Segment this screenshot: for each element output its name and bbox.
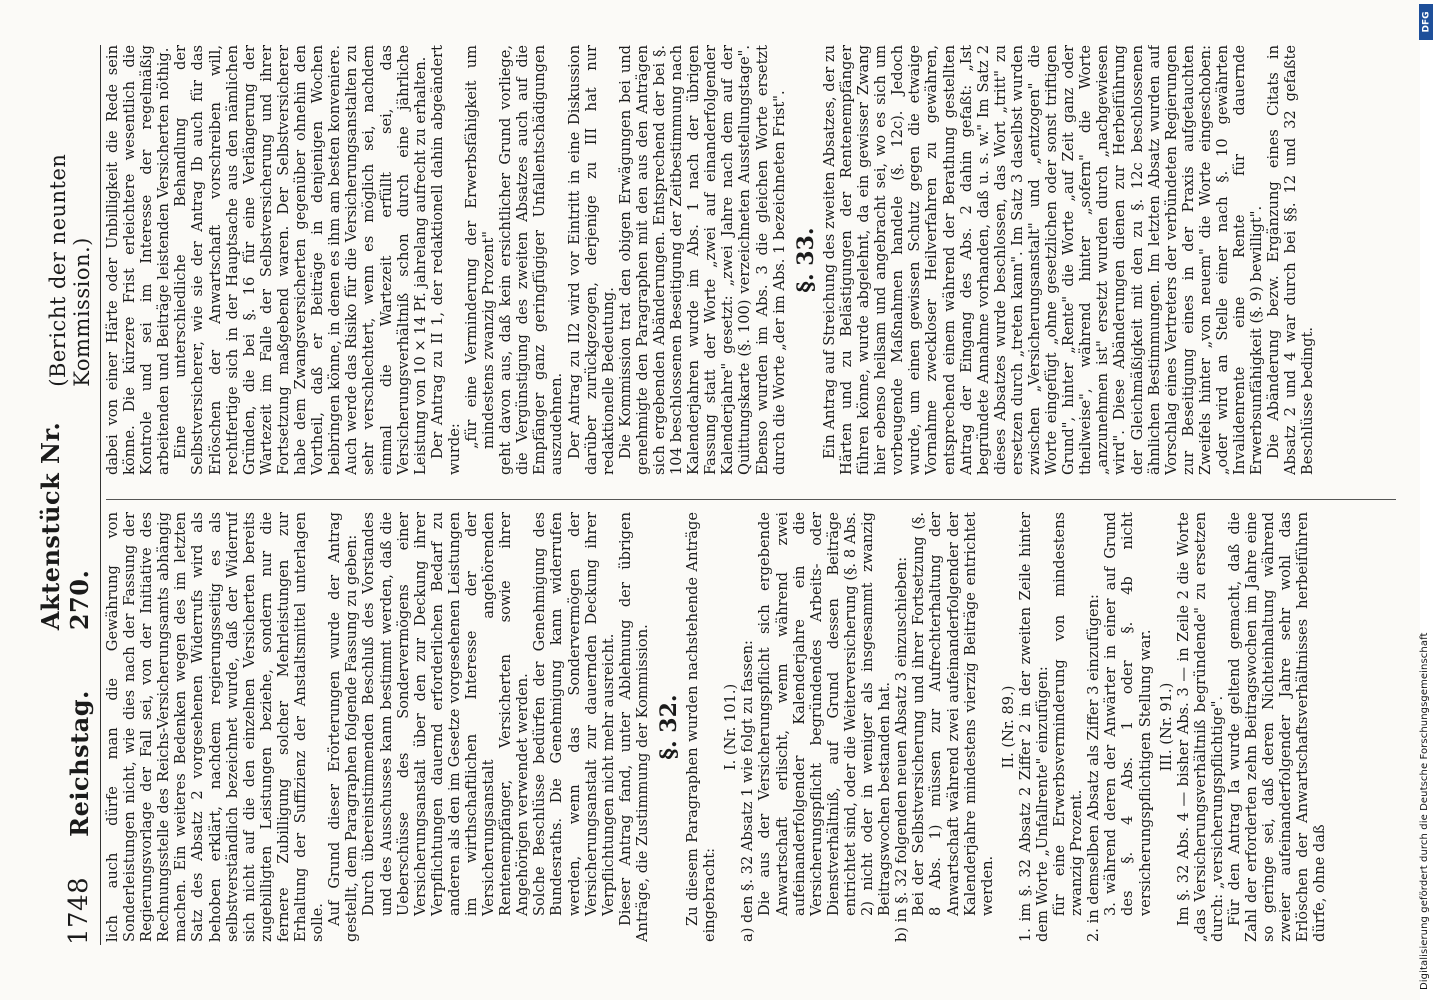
document-number: Aktenstück Nr. 270.	[36, 421, 94, 631]
quoted-paragraph: Solche Beschlüsse bedürfen der Genehmigung des Bundesraths. Die Genehmigung kann widerrufen werden, wenn das Sondervermögen der Versicherungsanstalt zur dauernden Deckung ihrer Verpflichtungen nicht mehr ausreicht.	[531, 512, 617, 916]
paragraph: Dieser Antrag fand, unter Ablehnung der übrigen Anträge, die Zustimmung der Kommission.	[616, 512, 651, 942]
paragraph: Im §. 32 Abs. 4 — bisher Abs. 3 — in Zeile 2 die Worte „das Versicherungsverhältniß begründende" zu ersetzen durch: „versicherungspflichtige".	[1174, 512, 1226, 942]
paragraph: Die Abänderung bezw. Ergänzung eines Citats in Absatz 2 und 4 war durch bei §§. 12 und 32 gefaßte Beschlüsse bedingt.	[1265, 45, 1317, 475]
digitization-note: Digitalisierung gefördert durch die Deutsche Forschungsgemeinschaft	[1419, 632, 1430, 990]
quoted-paragraph: Bei der Selbstversicherung und ihrer Fortsetzung (§. 8 Abs. 1) müssen zur Aufrechterhaltung der Anwartschaft während zwei aufeinanderfolgender der Kalenderjahre mindestens vierzig Beiträge entrichtet werden.	[910, 512, 996, 916]
column-divider	[106, 499, 1396, 500]
dfg-logo-text: DFG	[1421, 11, 1432, 33]
paragraph: Zu diesem Paragraphen wurden nachstehende Anträge eingebracht:	[684, 512, 719, 942]
paragraph: Für den Antrag Ia wurde geltend gemacht, daß die Zahl der erforderten zehn Beitragswochen im Jahre eine so geringe sei, daß deren Nichteinhaltung während zweier aufeinanderfolgender Jahre sehr wohl das Erlöschen der Anwartschaftsverhältnisses herbeiführen dürfe, ohne daß	[1226, 512, 1329, 942]
paragraph: dabei von einer Härte oder Unbilligkeit die Rede sein könne. Die kürzere Frist erleichtere wesentlich die Kontrole und sei im Interesse der regelmäßig arbeitenden und Beiträge leistenden Versicherten nöthig.	[104, 45, 173, 475]
paragraph: geht davon aus, daß kein ersichtlicher Grund vorliege, die Vergünstigung des zweiten Absatzes auch auf die Empfänger ganz geringfügiger Unfallentschädigungen auszudehnen.	[497, 45, 566, 475]
list-item: 2. in demselben Absatz als Ziffer 3 einzufügen:	[1085, 594, 1103, 942]
section-heading-32: §. 32.	[656, 694, 682, 760]
quoted-paragraph: 3. während deren der Anwärter in einer auf Grund des §. 4 Abs. 1 oder §. 4b nicht versicherungspflichtigen Stellung war.	[1102, 512, 1154, 916]
paragraph: Der Antrag zu II 1, der redaktionell dahin abgeändert wurde:	[428, 45, 463, 475]
report-title: (Bericht der neunten Kommission.)	[46, 153, 94, 387]
paragraph: Die Kommission trat den obigen Erwägungen bei und genehmigte den Paragraphen mit den aus den Anträgen sich ergebenden Abänderungen. Entsprechend der bei §. 104 beschlossenen Beseitigung der Zeitbestimmung nach Kalenderjahren wurde im Abs. 1 nach der übrigen Fassung statt der Worte „zwei auf einanderfolgender Kalenderjahre" gesetzt: „zwei Jahre nach dem auf der Quittungskarte (§. 100) verzeichneten Ausstellungstage". Ebenso wurden im Abs. 3 die gleichen Worte ersetzt durch die Worte „der im Abs. 1 bezeichneten Frist".	[616, 45, 788, 475]
motion-number: II. (Nr. 89.)	[999, 685, 1017, 769]
paragraph: lich auch dürfe man die Gewährung von Sonderleistungen nicht, wie dies nach der Fassung der Regierungsvorlage der Fall sei, von der Initiative des Rechnungsstelle des Reichs-Versicherungsamts abhängig machen. Ein weiteres Bedenken wegen des im letzten Satz des Absatz 2 vorgesehenen Widerrufs wird als behoben erklärt, nachdem regierungsseitig es als selbstverständlich bezeichnet wurde, daß der Widerruf sich nicht auf die den einzelnen Versicherten bereits zugebilligten Leistungen beziehe, sondern nur die fernere Zubilligung solcher Mehrleistungen zur Erhaltung der Suffizienz der Anstaltsmittel unterlagen solle.	[104, 512, 327, 942]
quoted-paragraph: „für eine Verminderung der Erwerbsfähigkeit um mindestens zwanzig Prozent"	[462, 45, 498, 449]
quoted-paragraph: für eine Erwerbsverminderung von mindestens zwanzig Prozent.	[1051, 512, 1086, 916]
paragraph: Eine unterschiedliche Behandlung der Selbstversicherer, wie sie der Antrag Ib auch für das Erlöschen der Anwartschaft vorschreiben will, rechtfertige sich in der Hauptsache aus den nämlichen Gründen, die bei §. 16 für eine Verlängerung der Wartezeit im Falle der Selbstversicherung und ihrer Fortsetzung maßgebend waren. Der Selbstversicherer habe dem Zwangsversicherten gegenüber ohnehin den Vortheil, daß er Beiträge in denjenigen Wochen beibringen könne, in denen es ihm am besten konveniere. Auch werde das Risiko für die Versicherungsanstalten zu sehr verschlechtert, wenn es möglich sei, nachdem einmal die Wartezeit erfüllt sei, das Versicherungsverhältniß schon durch eine jährliche Leistung von 10 × 14 Pf. jahrelang aufrecht zu erhalten.	[172, 45, 429, 475]
dfg-logo	[1419, 4, 1433, 40]
section-heading-33: §. 33.	[792, 227, 819, 293]
page-header	[36, 45, 94, 945]
motion-number: III. (Nr. 91.)	[1157, 682, 1175, 772]
list-item: b) in §. 32 folgenden neuen Absatz 3 einzuschieben:	[893, 556, 911, 942]
paragraph: Der Antrag zu II2 wird vor Eintritt in eine Diskussion darüber zurückgezogen, derjenige zu III hat nur redaktionelle Bedeutung.	[565, 45, 617, 475]
right-column	[104, 45, 1404, 475]
page-number: 1748	[64, 876, 94, 945]
quoted-paragraph: Die aus der Versicherungspflicht sich ergebende Anwartschaft erlischt, wenn während zwei aufeinanderfolgender Kalenderjahre ein die Versicherungspflicht begründendes Arbeits- oder Dienstverhältniß, auf Grund dessen Beiträge entrichtet sind, oder die Weiterversicherung (§. 8 Abs. 2) nicht oder in weniger als insgesammt zwanzig Beitragswochen bestanden hat.	[756, 512, 894, 916]
paragraph: Ein Antrag auf Streichung des zweiten Absatzes, der zu Härten und zu Belästigungen der Rentenempfänger führen könne, wurde abgelehnt, da ein gewisser Zwang hier ebenso heilsam und angebracht sei, wo es sich um vorbeugende Maßnahmen handele (§. 12c). Jedoch wurde, um einen gewissen Schutz gegen die etwaige Vornahme zweckloser Heilverfahren zu gewähren, entsprechend einem während der Berathung gestellten Antrag der Eingang des Abs. 2 dahin gefaßt: „Ist begründete Annahme vorhanden, daß u. s. w." Im Satz 2 dieses Absatzes wurde beschlossen, das Wort „tritt" zu ersetzen durch „treten kann". Im Satz 3 daselbst wurden zwischen „Versicherungsanstalt" und „entzogen" die Worte eingefügt „ohne gesetzlichen oder sonst triftigen Grund", hinter „Rente" die Worte „auf Zeit ganz oder theilweise", während hinter „sofern" die Worte „anzunehmen ist" ersetzt wurden durch „nachgewiesen wird". Diese Abänderungen dienen zur Herbeiführung der Gleichmäßigkeit mit den zu §. 12c beschlossenen ähnlichen Bestimmungen. Im letzten Absatz wurden auf Vorschlag eines Vertreters der verbündeten Regierungen zur Beseitigung eines in der Praxis aufgetauchten Zweifels hinter „von neuem" die Worte eingeschoben: „oder wird an Stelle einer nach §. 10 gewährten Invalidenrente eine Rente für dauernde Erwerbsunfähigkeit (§. 9) bewilligt".	[820, 45, 1266, 475]
list-item: 1. im §. 32 Absatz 2 Ziffer 2 in der zweiten Zeile hinter dem Worte „Unfallrente" einzufügen:	[1016, 512, 1051, 942]
motion-number: I. (Nr. 101.)	[722, 683, 740, 771]
paragraph: Auf Grund dieser Erörterungen wurde der Antrag gestellt, dem Paragraphen folgende Fassung zu geben:	[326, 512, 361, 942]
quoted-paragraph: Durch übereinstimmenden Beschluß des Vorstandes und des Ausschusses kann bestimmt werden, daß die Ueberschüsse des Sondervermögens einer Versicherungsanstalt über den zur Deckung ihrer Verpflichtungen dauernd erforderlichen Bedarf zu anderen als den im Gesetze vorgesehenen Leistungen im wirthschaftlichen Interesse der der Versicherungsanstalt angehörenden Rentenempfänger, Versicherten sowie ihrer Angehörigen verwendet werden.	[360, 512, 532, 916]
header-rule	[100, 45, 101, 945]
left-column	[104, 512, 1404, 942]
publication-title: Reichstag.	[65, 690, 94, 837]
list-item: a) den §. 32 Absatz 1 wie folgt zu fassen:	[739, 640, 757, 942]
